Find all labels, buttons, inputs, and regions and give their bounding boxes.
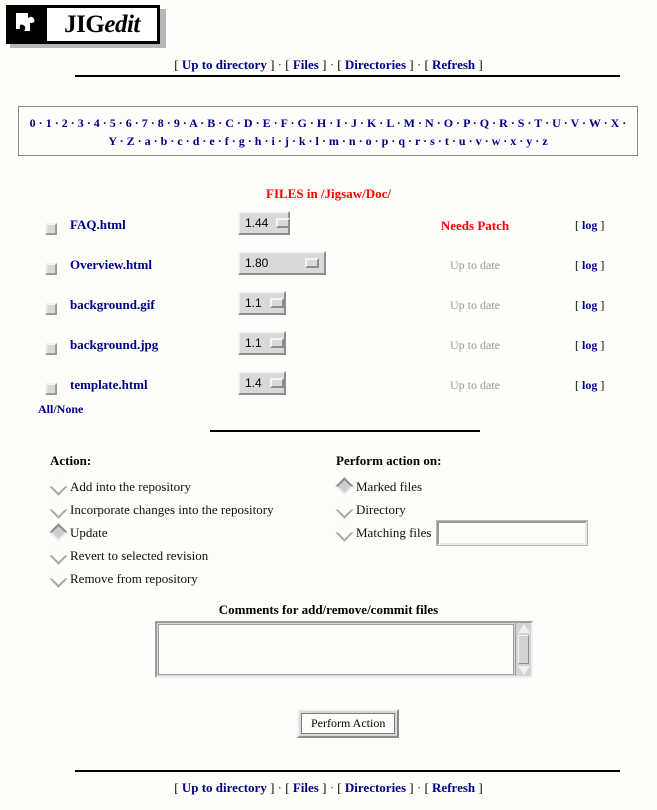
index-link-8[interactable]: 8 xyxy=(157,116,164,130)
index-link-1[interactable]: 1 xyxy=(45,116,52,130)
index-link-q[interactable]: q xyxy=(398,134,406,148)
index-separator: · xyxy=(215,116,226,130)
nav-files[interactable]: Files xyxy=(292,57,319,72)
action-label: Remove from repository xyxy=(70,570,198,586)
nav-bracket-close: ] xyxy=(270,57,275,72)
index-separator: · xyxy=(228,134,239,148)
perform-on-label: Directory xyxy=(356,501,406,517)
index-separator: · xyxy=(51,116,62,130)
index-separator: · xyxy=(388,134,399,148)
index-separator: · xyxy=(405,134,416,148)
file-checkbox-cell xyxy=(45,300,57,318)
index-separator: · xyxy=(453,116,464,130)
status-badge: Up to date xyxy=(450,338,500,352)
footer-nav-refresh[interactable]: Refresh xyxy=(432,780,476,795)
file-version-cell xyxy=(238,251,326,275)
file-name-cell xyxy=(70,337,158,353)
version-select-value: 1.44 xyxy=(245,216,269,230)
chevron-down-icon xyxy=(305,258,319,268)
action-radio[interactable] xyxy=(49,500,67,518)
file-name-link[interactable]: Overview.html xyxy=(70,257,152,272)
index-separator: · xyxy=(600,116,611,130)
file-row xyxy=(0,290,657,330)
index-link-v[interactable]: v xyxy=(475,134,482,148)
index-separator: · xyxy=(524,116,535,130)
index-separator: · xyxy=(83,116,94,130)
index-separator: · xyxy=(147,116,158,130)
index-link-e[interactable]: e xyxy=(209,134,215,148)
chevron-down-icon xyxy=(270,378,284,388)
alphabet-index-line-1 xyxy=(19,114,637,132)
version-select-value: 1.1 xyxy=(245,336,262,350)
index-separator: · xyxy=(167,134,178,148)
index-separator: · xyxy=(67,116,78,130)
index-separator: · xyxy=(448,134,459,148)
index-separator: · xyxy=(619,116,627,130)
index-separator: · xyxy=(150,134,161,148)
comments-scrollbar[interactable] xyxy=(515,623,531,676)
file-row xyxy=(0,210,657,250)
index-separator: · xyxy=(376,116,387,130)
index-link-P[interactable]: P xyxy=(463,116,470,130)
perform-on-option[interactable] xyxy=(336,475,587,498)
comments-label: Comments for add/remove/commit files xyxy=(218,602,439,617)
version-select[interactable] xyxy=(238,371,286,395)
file-log-link[interactable]: log xyxy=(582,378,598,392)
scrollbar-thumb[interactable] xyxy=(518,635,529,664)
top-navigation xyxy=(0,57,657,73)
index-separator: · xyxy=(274,134,285,148)
file-version-cell xyxy=(238,331,286,355)
index-separator: · xyxy=(393,116,404,130)
index-separator: · xyxy=(481,134,492,148)
index-link-O[interactable]: O xyxy=(443,116,454,130)
index-link-Q[interactable]: Q xyxy=(479,116,490,130)
index-link-l[interactable]: l xyxy=(315,134,319,148)
matching-files-input[interactable] xyxy=(437,521,587,545)
index-separator: · xyxy=(131,116,142,130)
index-link-S[interactable]: S xyxy=(517,116,525,130)
status-badge: Up to date xyxy=(450,258,500,272)
file-name-cell xyxy=(70,257,152,273)
action-group-title: Action: xyxy=(50,453,92,468)
action-option[interactable] xyxy=(50,567,274,590)
index-separator: · xyxy=(338,134,349,148)
index-link-x[interactable]: x xyxy=(510,134,517,148)
index-link-H[interactable]: H xyxy=(316,116,327,130)
index-separator: · xyxy=(305,134,316,148)
index-link-u[interactable]: u xyxy=(458,134,466,148)
index-link-A[interactable]: A xyxy=(189,116,198,130)
index-link-z[interactable]: z xyxy=(542,134,548,148)
file-name-cell xyxy=(70,297,155,313)
nav-separator: · xyxy=(416,57,422,72)
version-select[interactable] xyxy=(238,251,326,275)
nav-bracket-open: [ xyxy=(174,57,179,72)
index-link-a[interactable]: a xyxy=(144,134,151,148)
alphabet-index-line-2 xyxy=(19,132,637,150)
version-select-value: 1.1 xyxy=(245,296,262,310)
nav-bracket-open: [ xyxy=(424,57,429,72)
nav-bracket-close: ] xyxy=(478,780,483,795)
index-link-M[interactable]: M xyxy=(403,116,415,130)
index-link-0[interactable]: 0 xyxy=(29,116,36,130)
nav-directories[interactable]: Directories xyxy=(344,57,407,72)
file-checkbox-cell xyxy=(45,340,57,358)
footer-divider xyxy=(75,770,620,772)
index-link-j[interactable]: j xyxy=(284,134,289,148)
version-select[interactable] xyxy=(238,291,286,315)
perform-on-radio[interactable] xyxy=(335,500,353,518)
file-log-link[interactable]: log xyxy=(582,258,598,272)
index-link-Y[interactable]: Y xyxy=(108,134,117,148)
chevron-down-icon xyxy=(270,298,284,308)
index-separator: · xyxy=(134,134,145,148)
nav-bracket-close: ] xyxy=(322,57,327,72)
scroll-up-arrow-icon[interactable] xyxy=(518,624,530,633)
logo-text-jig: JIG xyxy=(64,10,105,38)
all-none-label[interactable]: All/None xyxy=(38,402,84,416)
index-link-R[interactable]: R xyxy=(499,116,508,130)
nav-bracket-close: ] xyxy=(478,57,483,72)
index-separator: · xyxy=(318,134,329,148)
nav-refresh[interactable]: Refresh xyxy=(432,57,476,72)
index-link-y[interactable]: y xyxy=(526,134,533,148)
index-separator: · xyxy=(560,116,571,130)
index-link-s[interactable]: s xyxy=(430,134,435,148)
index-link-E[interactable]: E xyxy=(262,116,271,130)
index-separator: · xyxy=(233,116,244,130)
bottom-navigation xyxy=(0,780,657,796)
index-link-N[interactable]: N xyxy=(425,116,434,130)
index-separator: · xyxy=(433,116,444,130)
index-separator: · xyxy=(306,116,317,130)
index-link-t[interactable]: t xyxy=(444,134,449,148)
nav-bracket-open: [ xyxy=(337,57,342,72)
index-link-I[interactable]: I xyxy=(336,116,341,130)
index-link-B[interactable]: B xyxy=(207,116,216,130)
index-separator: · xyxy=(179,116,190,130)
file-checkbox-cell xyxy=(45,380,57,398)
nav-separator: · xyxy=(277,57,283,72)
index-link-g[interactable]: g xyxy=(238,134,245,148)
index-link-T[interactable]: T xyxy=(534,116,543,130)
nav-up-to-directory[interactable]: Up to directory xyxy=(181,57,267,72)
index-link-L[interactable]: L xyxy=(386,116,394,130)
file-name-link[interactable]: background.jpg xyxy=(70,337,159,352)
alphabet-index-box xyxy=(18,106,638,156)
index-link-G[interactable]: G xyxy=(297,116,307,130)
page-title: FILES in /Jigsaw/Doc/ xyxy=(266,186,391,201)
footer-nav-directories[interactable]: Directories xyxy=(344,780,407,795)
index-separator: · xyxy=(163,116,174,130)
nav-separator: · xyxy=(329,57,335,72)
index-link-D[interactable]: D xyxy=(243,116,253,130)
action-option[interactable] xyxy=(50,544,274,567)
index-link-w[interactable]: w xyxy=(491,134,501,148)
log-cell: [ log ] xyxy=(575,378,605,392)
file-select-checkbox[interactable] xyxy=(45,263,57,275)
scroll-down-arrow-icon[interactable] xyxy=(518,666,530,675)
app-logo xyxy=(6,5,166,48)
index-separator: · xyxy=(516,134,527,148)
index-separator: · xyxy=(270,116,281,130)
log-cell: [ log ] xyxy=(575,218,605,232)
header-divider xyxy=(75,75,620,77)
logo-text xyxy=(47,8,157,41)
index-separator: · xyxy=(579,116,589,130)
index-separator: · xyxy=(465,134,476,148)
index-link-o[interactable]: o xyxy=(365,134,372,148)
index-separator: · xyxy=(115,116,126,130)
index-separator: · xyxy=(214,134,225,148)
status-badge: Up to date xyxy=(450,298,500,312)
log-cell: [ log ] xyxy=(575,338,605,352)
footer-nav-files[interactable]: Files xyxy=(292,780,319,795)
logo-text-edit: edit xyxy=(104,10,140,38)
file-name-cell xyxy=(70,377,148,393)
file-log-link[interactable]: log xyxy=(582,218,598,232)
index-link-W[interactable]: W xyxy=(588,116,601,130)
puzzle-piece-icon xyxy=(7,6,47,43)
index-link-n[interactable]: n xyxy=(348,134,356,148)
version-select-value: 1.80 xyxy=(245,256,269,270)
nav-bracket-open: [ xyxy=(174,780,179,795)
nav-bracket-open: [ xyxy=(337,780,342,795)
index-separator: · xyxy=(507,116,518,130)
nav-bracket-close: ] xyxy=(270,780,275,795)
index-separator: · xyxy=(340,116,351,130)
index-link-F[interactable]: F xyxy=(280,116,288,130)
action-radio[interactable] xyxy=(49,546,67,564)
file-select-checkbox[interactable] xyxy=(45,303,57,315)
index-link-6[interactable]: 6 xyxy=(125,116,132,130)
action-option[interactable] xyxy=(50,521,274,544)
action-label: Incorporate changes into the repository xyxy=(70,501,274,517)
action-radio[interactable] xyxy=(49,477,67,495)
index-link-C[interactable]: C xyxy=(225,116,234,130)
file-name-link[interactable]: template.html xyxy=(70,377,148,392)
index-separator: · xyxy=(356,116,367,130)
perform-on-radio[interactable] xyxy=(335,477,353,495)
index-link-9[interactable]: 9 xyxy=(173,116,180,130)
file-name-link[interactable]: background.gif xyxy=(70,297,155,312)
index-separator: · xyxy=(197,116,208,130)
file-checkbox-cell xyxy=(45,260,57,278)
file-row xyxy=(0,250,657,290)
nav-bracket-open: [ xyxy=(285,780,290,795)
action-option[interactable] xyxy=(50,498,274,521)
version-select[interactable] xyxy=(238,211,290,235)
index-link-h[interactable]: h xyxy=(254,134,262,148)
index-separator: · xyxy=(542,116,553,130)
version-select[interactable] xyxy=(238,331,286,355)
file-select-checkbox[interactable] xyxy=(45,223,57,235)
index-separator: · xyxy=(244,134,255,148)
file-version-cell xyxy=(238,211,290,235)
file-name-link[interactable]: FAQ.html xyxy=(70,217,126,232)
status-badge: Needs Patch xyxy=(440,218,510,233)
file-version-cell xyxy=(238,371,286,395)
index-link-X[interactable]: X xyxy=(610,116,620,130)
index-link-i[interactable]: i xyxy=(271,134,275,148)
action-label: Add into the repository xyxy=(70,478,191,494)
action-group xyxy=(50,453,274,590)
chevron-down-icon xyxy=(270,338,284,348)
index-separator: · xyxy=(287,116,298,130)
action-radio[interactable] xyxy=(49,569,67,587)
file-version-cell xyxy=(238,291,286,315)
index-link-J[interactable]: J xyxy=(350,116,357,130)
index-separator: · xyxy=(116,134,127,148)
logo-box xyxy=(6,5,160,44)
index-separator: · xyxy=(469,116,480,130)
index-link-c[interactable]: c xyxy=(177,134,183,148)
index-separator: · xyxy=(252,116,263,130)
index-link-V[interactable]: V xyxy=(570,116,580,130)
perform-action-button-wrapper[interactable] xyxy=(297,709,399,738)
nav-separator: · xyxy=(277,780,283,795)
comments-textarea[interactable] xyxy=(158,624,514,675)
index-link-4[interactable]: 4 xyxy=(93,116,100,130)
file-row xyxy=(0,330,657,370)
version-select-value: 1.4 xyxy=(245,376,262,390)
index-separator: · xyxy=(355,134,366,148)
index-link-7[interactable]: 7 xyxy=(141,116,148,130)
index-separator: · xyxy=(261,134,272,148)
index-separator: · xyxy=(434,134,445,148)
index-separator: · xyxy=(500,134,511,148)
perform-on-label: Matching files xyxy=(356,524,432,540)
index-link-p[interactable]: p xyxy=(381,134,389,148)
file-select-checkbox[interactable] xyxy=(45,383,57,395)
index-separator: · xyxy=(326,116,337,130)
perform-on-radio[interactable] xyxy=(335,523,353,541)
perform-on-group xyxy=(336,453,587,544)
index-separator: · xyxy=(415,116,426,130)
index-link-Z[interactable]: Z xyxy=(126,134,135,148)
index-link-r[interactable]: r xyxy=(415,134,421,148)
index-link-5[interactable]: 5 xyxy=(109,116,116,130)
nav-bracket-close: ] xyxy=(322,780,327,795)
file-select-checkbox[interactable] xyxy=(45,343,57,355)
action-label: Revert to selected revision xyxy=(70,547,209,563)
perform-on-group-title: Perform action on: xyxy=(336,453,442,468)
log-cell: [ log ] xyxy=(575,258,605,272)
nav-bracket-close: ] xyxy=(409,57,414,72)
comments-textarea-wrapper xyxy=(155,621,533,678)
index-separator: · xyxy=(199,134,210,148)
nav-separator: · xyxy=(416,780,422,795)
index-separator: · xyxy=(489,116,500,130)
nav-bracket-open: [ xyxy=(285,57,290,72)
file-checkbox-cell xyxy=(45,220,57,238)
perform-on-option[interactable] xyxy=(336,521,587,544)
index-separator: · xyxy=(182,134,193,148)
index-separator: · xyxy=(35,116,46,130)
status-badge: Up to date xyxy=(450,378,500,392)
file-name-cell xyxy=(70,217,126,233)
index-link-d[interactable]: d xyxy=(192,134,200,148)
action-option[interactable] xyxy=(50,475,274,498)
section-divider xyxy=(210,430,480,432)
chevron-down-icon xyxy=(276,218,290,228)
footer-nav-up-to-directory[interactable]: Up to directory xyxy=(181,780,267,795)
index-link-b[interactable]: b xyxy=(160,134,168,148)
index-link-3[interactable]: 3 xyxy=(77,116,84,130)
perform-on-option[interactable] xyxy=(336,498,587,521)
file-row xyxy=(0,370,657,410)
perform-on-label: Marked files xyxy=(356,478,423,494)
index-link-U[interactable]: U xyxy=(552,116,561,130)
index-link-k[interactable]: k xyxy=(298,134,306,148)
file-log-link[interactable]: log xyxy=(582,298,598,312)
file-log-link[interactable]: log xyxy=(582,338,598,352)
index-separator: · xyxy=(99,116,110,130)
nav-separator: · xyxy=(329,780,335,795)
select-all-none-link[interactable] xyxy=(38,402,83,417)
index-separator: · xyxy=(371,134,382,148)
nav-bracket-open: [ xyxy=(424,780,429,795)
index-separator: · xyxy=(532,134,543,148)
index-separator: · xyxy=(420,134,431,148)
index-link-K[interactable]: K xyxy=(366,116,377,130)
action-radio[interactable] xyxy=(49,523,67,541)
index-separator: · xyxy=(288,134,299,148)
action-label: Update xyxy=(70,524,108,540)
index-link-2[interactable]: 2 xyxy=(61,116,68,130)
log-cell: [ log ] xyxy=(575,298,605,312)
perform-action-button[interactable]: Perform Action xyxy=(301,713,395,734)
index-link-f[interactable]: f xyxy=(224,134,229,148)
index-link-m[interactable]: m xyxy=(328,134,339,148)
nav-bracket-close: ] xyxy=(409,780,414,795)
